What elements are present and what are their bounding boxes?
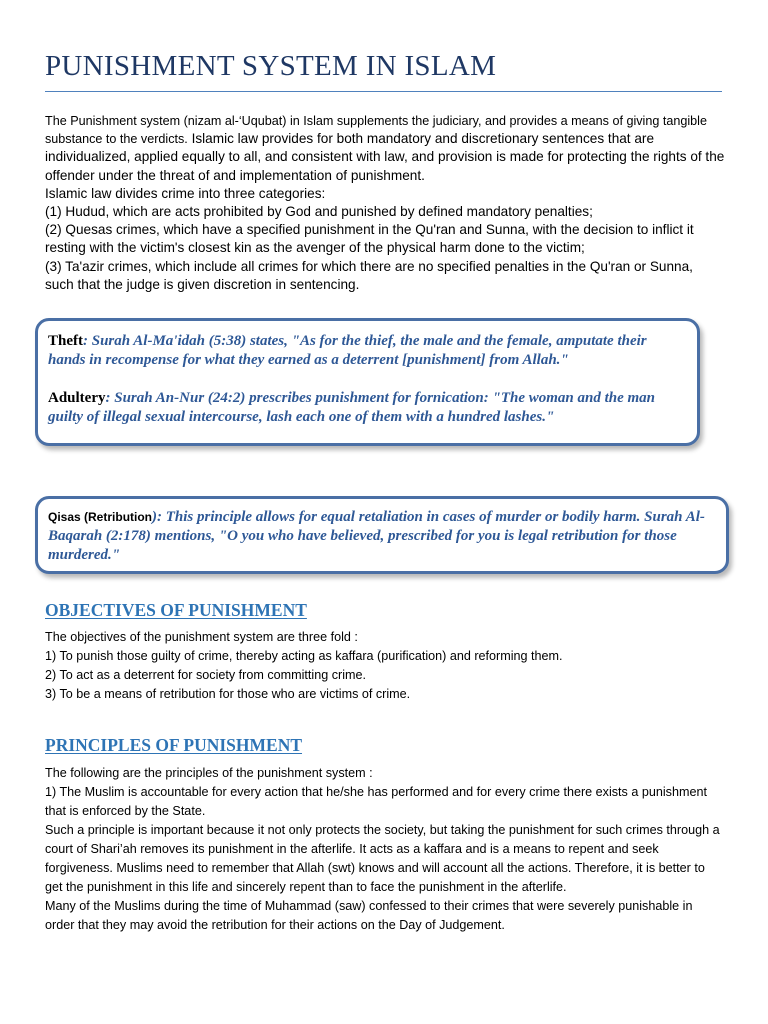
- intro-paragraph: [45, 112, 725, 185]
- category-hudud: (1) Hudud, which are acts prohibited by God and punished by defined mandatory penalties;: [45, 204, 593, 220]
- objectives-section: [45, 628, 725, 704]
- theft-text: : Surah Al-Ma'idah (5:38) states, "As for the thief, the male and the female, amputate their hands in recompense for what they earned as a deterrent [punishment] from Allah.": [48, 333, 647, 368]
- category-taazir: (3) Ta'azir crimes, which include all crimes for which there are no specified penalties in the Qu'ran or Sunna, such that the judge is given discretion in sentencing.: [45, 258, 693, 292]
- principles-section: [45, 764, 725, 935]
- category-quesas: (2) Quesas crimes, which have a specified punishment in the Qu'ran and Sunna, with the decision to inflict it resting with the victim's closest kin as the avenger of the physical harm done to the victim;: [45, 222, 694, 256]
- qisas-text: ): This principle allows for equal retaliation in cases of murder or bodily harm. Surah Al-Baqarah (2:178) mentions, "O you who have believed, prescribed for you is legal retribution for those murdered.": [48, 509, 705, 563]
- objectives-line: 3) To be a means of retribution for those who are victims of crime.: [45, 687, 411, 701]
- intro-lead: The Punishment system (nizam al-‘Uqubat) in Islam supplements the judiciary, and provides a means of giving tangible substance to the verdicts.: [45, 114, 707, 147]
- page-title: PUNISHMENT SYSTEM IN ISLAM: [45, 50, 497, 82]
- principles-heading: PRINCIPLES OF PUNISHMENT: [45, 735, 303, 755]
- intro-section: [45, 112, 725, 294]
- objectives-heading: OBJECTIVES OF PUNISHMENT: [45, 600, 307, 620]
- principles-line: Many of the Muslims during the time of Muhammad (saw) confessed to their crimes that were severely punishable in order that they may avoid the retribution for their actions on the Day of Judgement.: [45, 899, 693, 932]
- theft-verse: [48, 332, 687, 370]
- adultery-label: Adultery: [48, 390, 106, 406]
- principles-line: The following are the principles of the punishment system :: [45, 766, 373, 780]
- objectives-line: The objectives of the punishment system are three fold :: [45, 630, 358, 644]
- principles-line: 1) The Muslim is accountable for every action that he/she has performed and for every crime there exists a punishment that is enforced by the State.: [45, 785, 707, 818]
- theft-label: Theft: [48, 333, 83, 349]
- qisas-box: [35, 496, 729, 574]
- objectives-line: 1) To punish those guilty of crime, thereby acting as kaffara (purification) and reforming them.: [45, 649, 563, 663]
- qisas-label: Qisas (Retribution: [48, 510, 153, 524]
- qisas-verse: [48, 508, 716, 565]
- adultery-verse: [48, 389, 687, 427]
- adultery-text: : Surah An-Nur (24:2) prescribes punishment for fornication: "The woman and the man guilty of illegal sexual intercourse, lash each one of them with a hundred lashes.": [48, 390, 656, 425]
- categories-intro: Islamic law divides crime into three categories:: [45, 185, 326, 201]
- quran-verses-box: [35, 318, 700, 446]
- objectives-line: 2) To act as a deterrent for society from committing crime.: [45, 668, 367, 682]
- title-divider: [45, 91, 722, 92]
- intro-rest: Islamic law provides for both mandatory and discretionary sentences that are individualized, applied equally to all, and consistent with law, and provision is made for protecting the rights of the offender under the threat of and implementation of punishment.: [45, 131, 725, 183]
- principles-line: Such a principle is important because it not only protects the society, but taking the punishment for such crimes through a court of Shari’ah removes its punishment in the afterlife. It acts as a kaffara and is a means to repent and seek forgiveness. Muslims need to remember that Allah (swt) knows and will account all the actions. Therefore, it is better to get the punishment in this life and sincerely repent than to face the punishment in the afterlife.: [45, 823, 720, 894]
